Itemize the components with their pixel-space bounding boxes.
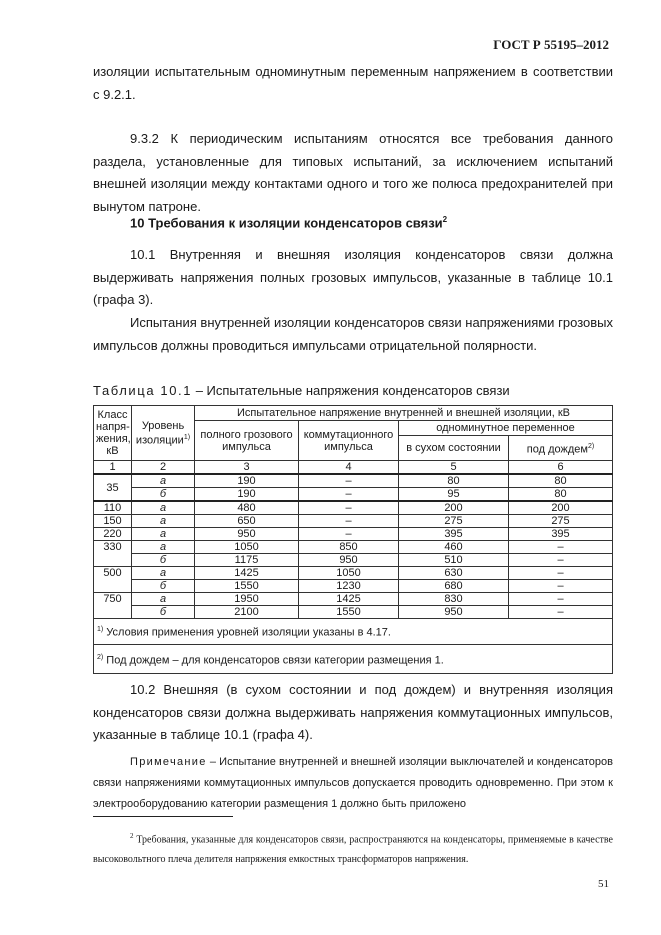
column-number: 2 — [132, 461, 195, 475]
table-note-mark: 1) — [97, 626, 104, 633]
cell-switching: 1050 — [299, 567, 399, 580]
cell-rain: – — [509, 541, 613, 554]
table-row — [94, 606, 613, 619]
cell-switching: 1425 — [299, 593, 399, 606]
standard-code: ГОСТ Р 55195–2012 — [493, 37, 609, 52]
header-one-minute: одноминутное переменное — [399, 421, 613, 436]
column-number: 5 — [399, 461, 509, 475]
column-number: 4 — [299, 461, 399, 475]
cell-level: а — [132, 567, 195, 580]
section-heading — [130, 215, 447, 230]
column-number: 6 — [509, 461, 613, 475]
table-row — [94, 474, 613, 488]
cell-switching: 850 — [299, 541, 399, 554]
cell-switching: 1550 — [299, 606, 399, 619]
cell-lightning: 1950 — [195, 593, 299, 606]
table-row — [94, 501, 613, 515]
cell-lightning: 950 — [195, 528, 299, 541]
page-number: 51 — [598, 878, 609, 890]
table-note-text: Условия применения уровней изоляции указаны в 4.17. — [103, 626, 391, 639]
cell-level: б — [132, 488, 195, 502]
table-row — [94, 528, 613, 541]
cell-dry: 95 — [399, 488, 509, 502]
section-footnote-mark: 2 — [442, 215, 448, 224]
cell-level: б — [132, 580, 195, 593]
header-dry: в сухом состоянии — [399, 436, 509, 461]
cell-rain: – — [509, 593, 613, 606]
note-paragraph — [93, 752, 613, 815]
cell-switching: – — [299, 501, 399, 515]
cell-class: 750 — [94, 593, 132, 619]
table-note-text: Под дождем – для конденсаторов связи категории размещения 1. — [103, 654, 444, 667]
cell-level: а — [132, 528, 195, 541]
table-note — [94, 619, 613, 645]
footnote-mark: 2 — [130, 832, 134, 840]
cell-dry: 460 — [399, 541, 509, 554]
cell-rain: – — [509, 606, 613, 619]
cell-dry: 275 — [399, 515, 509, 528]
cell-dry: 395 — [399, 528, 509, 541]
cell-dry: 830 — [399, 593, 509, 606]
header-switching: коммутационного импульса — [299, 421, 399, 461]
table-note — [94, 644, 613, 674]
table-caption-text: – Испытательные напряжения конденсаторов связи — [192, 383, 510, 398]
cell-level: а — [132, 593, 195, 606]
cell-rain: 80 — [509, 488, 613, 502]
cell-level: а — [132, 541, 195, 554]
cell-rain: – — [509, 580, 613, 593]
cell-switching: 1230 — [299, 580, 399, 593]
table-note-mark: 2) — [97, 653, 104, 661]
cell-class: 220 — [94, 528, 132, 541]
cell-lightning: 1175 — [195, 554, 299, 567]
table-row — [94, 554, 613, 567]
cell-lightning: 480 — [195, 501, 299, 515]
cell-rain: – — [509, 567, 613, 580]
table-note-row — [94, 619, 613, 645]
cell-lightning: 650 — [195, 515, 299, 528]
note-text: – Испытание внутренней и внешней изоляции выключателей и конденсаторов связи напряжениями коммутационных импульсов допускается проводить одновременно. При этом к электрооборудованию категории размещения 1 должно быть приложено — [93, 756, 613, 810]
table-row — [94, 488, 613, 502]
cell-lightning: 1050 — [195, 541, 299, 554]
table-row — [94, 593, 613, 606]
test-voltage-table — [93, 405, 613, 674]
cell-dry: 630 — [399, 567, 509, 580]
cell-rain: 200 — [509, 501, 613, 515]
paragraph-tests: Испытания внутренней изоляции конденсаторов связи напряжениями грозовых импульсов должны проводиться импульсами отрицательной полярности. — [93, 315, 613, 353]
cell-lightning: 2100 — [195, 606, 299, 619]
cell-switching: 950 — [299, 554, 399, 567]
cell-switching: – — [299, 515, 399, 528]
cell-dry: 510 — [399, 554, 509, 567]
header-rain: под дождем$^{2)}$ — [509, 436, 613, 461]
cell-dry: 950 — [399, 606, 509, 619]
cell-class: 500 — [94, 567, 132, 593]
cell-level: б — [132, 606, 195, 619]
cell-switching: – — [299, 474, 399, 488]
cell-class: 330 — [94, 541, 132, 567]
cell-dry: 680 — [399, 580, 509, 593]
cell-switching: – — [299, 488, 399, 502]
column-number: 3 — [195, 461, 299, 475]
paragraph-10-1: 10.1 Внутренняя и внешняя изоляция конденсаторов связи должна выдерживать напряжения полных грозовых импульсов, указанные в таблице 10.1 (графа 3). — [93, 247, 613, 307]
footnote — [93, 826, 613, 870]
header-class: Класс напря-жения, кВ — [94, 406, 132, 461]
cell-rain: 395 — [509, 528, 613, 541]
note-label: Примечание — [130, 756, 207, 768]
table-row — [94, 580, 613, 593]
header-level-mark: 1) — [183, 433, 191, 441]
cell-lightning: 190 — [195, 474, 299, 488]
table-caption-label: Таблица 10.1 — [93, 383, 193, 398]
header-full-lightning: полного грозового импульса — [195, 421, 299, 461]
table-row — [94, 567, 613, 580]
header-rain-mark: 2) — [587, 442, 595, 450]
cell-rain: 80 — [509, 474, 613, 488]
cell-class: 110 — [94, 501, 132, 515]
cell-lightning: 1550 — [195, 580, 299, 593]
table-note-row — [94, 644, 613, 674]
cell-level: а — [132, 474, 195, 488]
cell-lightning: 190 — [195, 488, 299, 502]
cell-dry: 80 — [399, 474, 509, 488]
cell-lightning: 1425 — [195, 567, 299, 580]
footnote-text: Требования, указанные для конденсаторов связи, распространяются на конденсаторы, применяемые в качестве высоковольтного плеча делителя напряжения емкостных трансформаторов напряжения. — [93, 834, 613, 866]
table-row — [94, 515, 613, 528]
section-title: 10 Требования к изоляции конденсаторов связи — [130, 215, 443, 231]
cell-level: а — [132, 515, 195, 528]
column-number: 1 — [94, 461, 132, 475]
cell-rain: 275 — [509, 515, 613, 528]
cell-switching: – — [299, 528, 399, 541]
paragraph-continuation: изоляции испытательным одноминутным переменным напряжением в соответствии с 9.2.1. — [93, 64, 613, 102]
footnote-divider — [93, 816, 233, 817]
header-level: Уровень изоляции$^{1)}$ — [132, 406, 195, 461]
cell-rain: – — [509, 554, 613, 567]
table-row — [94, 541, 613, 554]
cell-class: 35 — [94, 474, 132, 501]
cell-level: а — [132, 501, 195, 515]
cell-dry: 200 — [399, 501, 509, 515]
cell-class: 150 — [94, 515, 132, 528]
paragraph-9-3-2: 9.3.2 К периодическим испытаниям относятся все требования данного раздела, установленные для типовых испытаний, за исключением испытаний внешней изоляции между контактами одного и того же полюса предохранителей при вынутом патроне. — [93, 131, 613, 214]
paragraph-10-2: 10.2 Внешняя (в сухом состоянии и под дождем) и внутренняя изоляция конденсаторов связи должна выдерживать напряжения коммутационных импульсов, указанные в таблице 10.1 (графа 4). — [93, 682, 613, 742]
table-caption — [93, 383, 510, 398]
header-test-voltage: Испытательное напряжение внутренней и внешней изоляции, кВ — [195, 406, 613, 421]
cell-level: б — [132, 554, 195, 567]
